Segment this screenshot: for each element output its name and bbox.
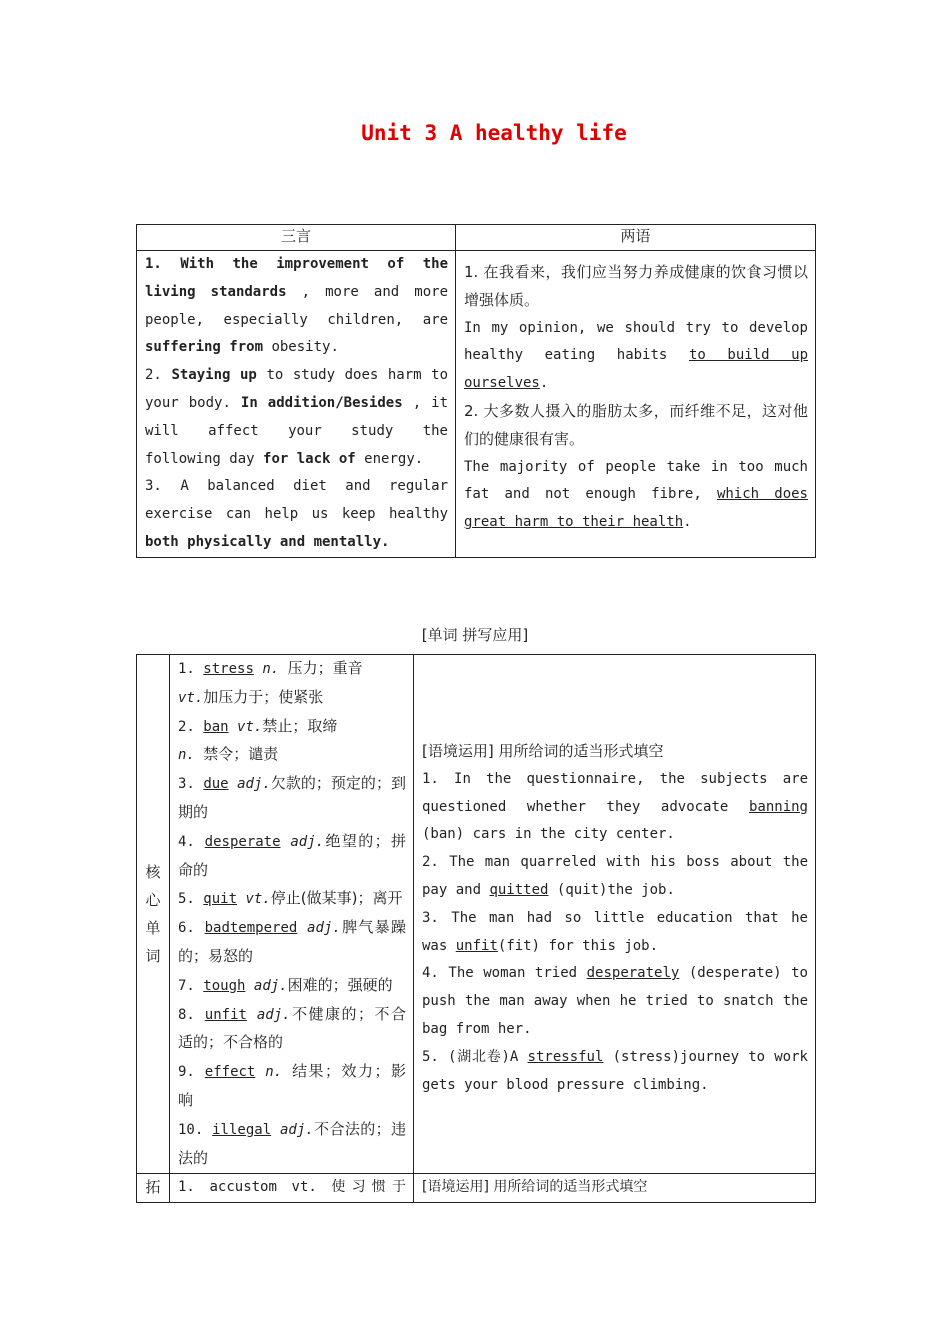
answer-blank: quitted — [489, 881, 549, 898]
header-liangyu: 两语 — [456, 225, 816, 251]
word-item: 3. due adj.欠款的；预定的；到期的 — [178, 774, 406, 821]
exercise-item: 4. The woman tried desperately (desperate) to push the man away when he tried to snatch the bag from her. — [422, 965, 808, 1037]
exercise-cell — [414, 655, 816, 1174]
phrase-improvement: With the improvement of the living standards — [145, 256, 449, 300]
word-item: 7. tough adj.困难的；强硬的 — [178, 975, 393, 994]
word-item: 1. stress n. 压力；重音 vt.加压力于；使紧张 — [178, 659, 363, 706]
phrase-for-lack-of: for lack of — [263, 450, 356, 467]
answer-blank: banning — [748, 798, 808, 815]
extended-word-item: 1. accustom vt. 使习惯于 — [170, 1174, 414, 1203]
sanyan-cell — [137, 251, 456, 558]
exercise-item: 2. The man quarreled with his boss about the pay and quitted (quit)the job. — [422, 854, 808, 898]
phrase-staying-up: Staying up — [171, 367, 257, 384]
phrase-in-addition: In addition/Besides — [240, 394, 403, 411]
liangyu-sentence-1: 1. 在我看来，我们应当努力养成健康的饮食习惯以增强体质。 In my opinion, we should try to develop healthy eating habits to build up ourselves. — [464, 263, 809, 392]
answer-blank: desperately — [586, 965, 680, 982]
word-item: 9. effect n. 结果；效力；影响 — [178, 1062, 406, 1109]
liangyu-sentence-2: 2. 大多数人摄入的脂肪太多，而纤维不足，这对他们的健康很有害。 The majority of people take in too much fat and not enough fibre, which does great harm to their health. — [464, 401, 808, 531]
word-item: 10. illegal adj.不合法的；违法的 — [178, 1119, 406, 1167]
side-label-extended: 拓 — [137, 1174, 170, 1203]
summary-table — [136, 224, 816, 558]
word-item: 6. badtempered adj.脾气暴躁的；易怒的 — [178, 918, 406, 965]
exercise-header: [语境运用] 用所给词的适当形式填空 — [422, 742, 664, 760]
word-item: 2. ban vt.禁止；取缔 n. 禁令；谴责 — [178, 716, 338, 764]
exercise-item: 5. (湖北卷)A stressful (stress)journey to work gets your blood pressure climbing. — [422, 1048, 808, 1093]
answer-which-does: which does great harm to their health — [464, 486, 808, 531]
header-sanyan: 三言 — [137, 225, 456, 251]
phrase-suffering-from: suffering from — [145, 339, 264, 356]
word-item: 4. desperate adj.绝望的；拼命的 — [178, 831, 406, 879]
section-title: [单词 拼写应用] — [421, 626, 529, 644]
answer-blank: stressful — [527, 1048, 604, 1065]
word-list — [170, 655, 414, 1174]
answer-blank: unfit — [455, 937, 498, 954]
word-item: 5. quit vt.停止(做某事)；离开 — [178, 889, 403, 908]
extended-exercise-header: [语境运用] 用所给词的适当形式填空 — [414, 1174, 816, 1203]
liangyu-cell — [456, 251, 816, 558]
side-label-core-words: 核 心 单 词 — [137, 655, 170, 1174]
phrase-both-physically: both physically and mentally. — [145, 533, 390, 550]
word-item: 8. unfit adj.不健康的；不合适的；不合格的 — [178, 1004, 406, 1052]
vocabulary-table — [136, 654, 816, 1203]
sanyan-sentence-2: 2. Staying up to study does harm to your body. In addition/Besides , it will affect your study the following day for lack of energy. — [145, 367, 449, 467]
sanyan-sentence-3: 3. A balanced diet and regular exercise can help us keep healthy both physically and mentally. — [145, 478, 449, 550]
answer-to-build-up: to build up ourselves — [464, 347, 809, 392]
sanyan-sentence-1: 1. With the improvement of the living standards , more and more people, especially children, are suffering from obesity. — [145, 256, 449, 356]
exercise-item: 1. In the questionnaire, the subjects are questioned whether they advocate banning (ban) cars in the city center. — [422, 770, 808, 843]
exercise-item: 3. The man had so little education that he was unfit(fit) for this job. — [422, 909, 808, 954]
page-title: Unit 3 A healthy life — [361, 121, 627, 145]
